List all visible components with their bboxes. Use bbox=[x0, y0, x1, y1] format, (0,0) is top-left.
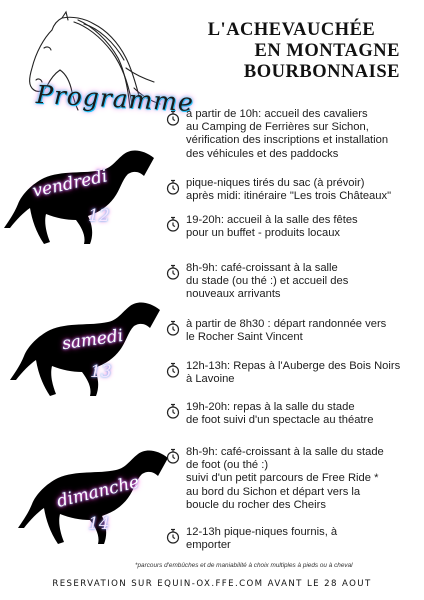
title-line-1: L'ACHEVAUCHÉE bbox=[207, 20, 376, 40]
day-badge-samedi bbox=[10, 292, 160, 402]
reservation-footer: RESERVATION SUR EQUIN-OX.FFE.COM AVANT LE 28 AOUT bbox=[52, 579, 372, 589]
stopwatch-icon bbox=[166, 362, 180, 378]
stopwatch-icon bbox=[166, 110, 180, 126]
schedule-item-text: pique-niques tirés du sac (à prévoir) après midi: itinéraire "Les trois Châteaux" bbox=[186, 177, 392, 203]
stopwatch-icon bbox=[166, 448, 180, 464]
day-badge-dimanche bbox=[18, 440, 168, 550]
day-number: 13 bbox=[90, 362, 112, 382]
schedule-item-text: 12-13h pique-niques fournis, à emporter bbox=[186, 526, 338, 552]
schedule-item-text: à partir de 8h30 : départ randonnée vers le Rocher Saint Vincent bbox=[186, 318, 387, 344]
stopwatch-icon bbox=[166, 179, 180, 195]
schedule-item-text: 19-20h: accueil à la salle des fêtes pour un buffet - produits locaux bbox=[186, 214, 358, 240]
day-number: 14 bbox=[88, 514, 110, 534]
schedule-item-text: 8h-9h: café-croissant à la salle du stade de foot (ou thé :) suivi d'un petit parcours de Free Ride * au bord du Sichon et départ vers la boucle du rocher des Cheirs bbox=[186, 446, 384, 511]
footnote: *parcours d'embûches et de maniabilité à choix multiples à pieds ou à cheval bbox=[135, 562, 353, 569]
programme-heading: Programme bbox=[35, 79, 195, 118]
day-name: dimanche bbox=[54, 472, 142, 512]
day-badge-vendredi bbox=[4, 140, 154, 250]
stopwatch-icon bbox=[166, 320, 180, 336]
event-title bbox=[179, 20, 404, 83]
galloping-horse-silhouette bbox=[4, 140, 154, 250]
stopwatch-icon bbox=[166, 216, 180, 232]
day-name: vendredi bbox=[30, 166, 110, 202]
schedule-item-text: à partir de 10h: accueil des cavaliers au Camping de Ferrières sur Sichon, vérification des inscriptions et installation des véhicules et des paddocks bbox=[186, 108, 389, 160]
schedule-item-text: 12h-13h: Repas à l'Auberge des Bois Noirs à Lavoine bbox=[186, 360, 401, 386]
title-line-3: BOURBONNAISE bbox=[243, 62, 400, 82]
schedule-item-text: 8h-9h: café-croissant à la salle du stade (ou thé :) et accueil des nouveaux arrivants bbox=[186, 262, 349, 301]
day-name: samedi bbox=[60, 325, 125, 355]
title-line-2: EN MONTAGNE bbox=[254, 41, 400, 61]
schedule-item-text: 19h-20h: repas à la salle du stade de foot suivi d'un spectacle au théatre bbox=[186, 401, 374, 427]
day-number: 12 bbox=[88, 206, 110, 226]
stopwatch-icon bbox=[166, 403, 180, 419]
stopwatch-icon bbox=[166, 528, 180, 544]
stopwatch-icon bbox=[166, 264, 180, 280]
